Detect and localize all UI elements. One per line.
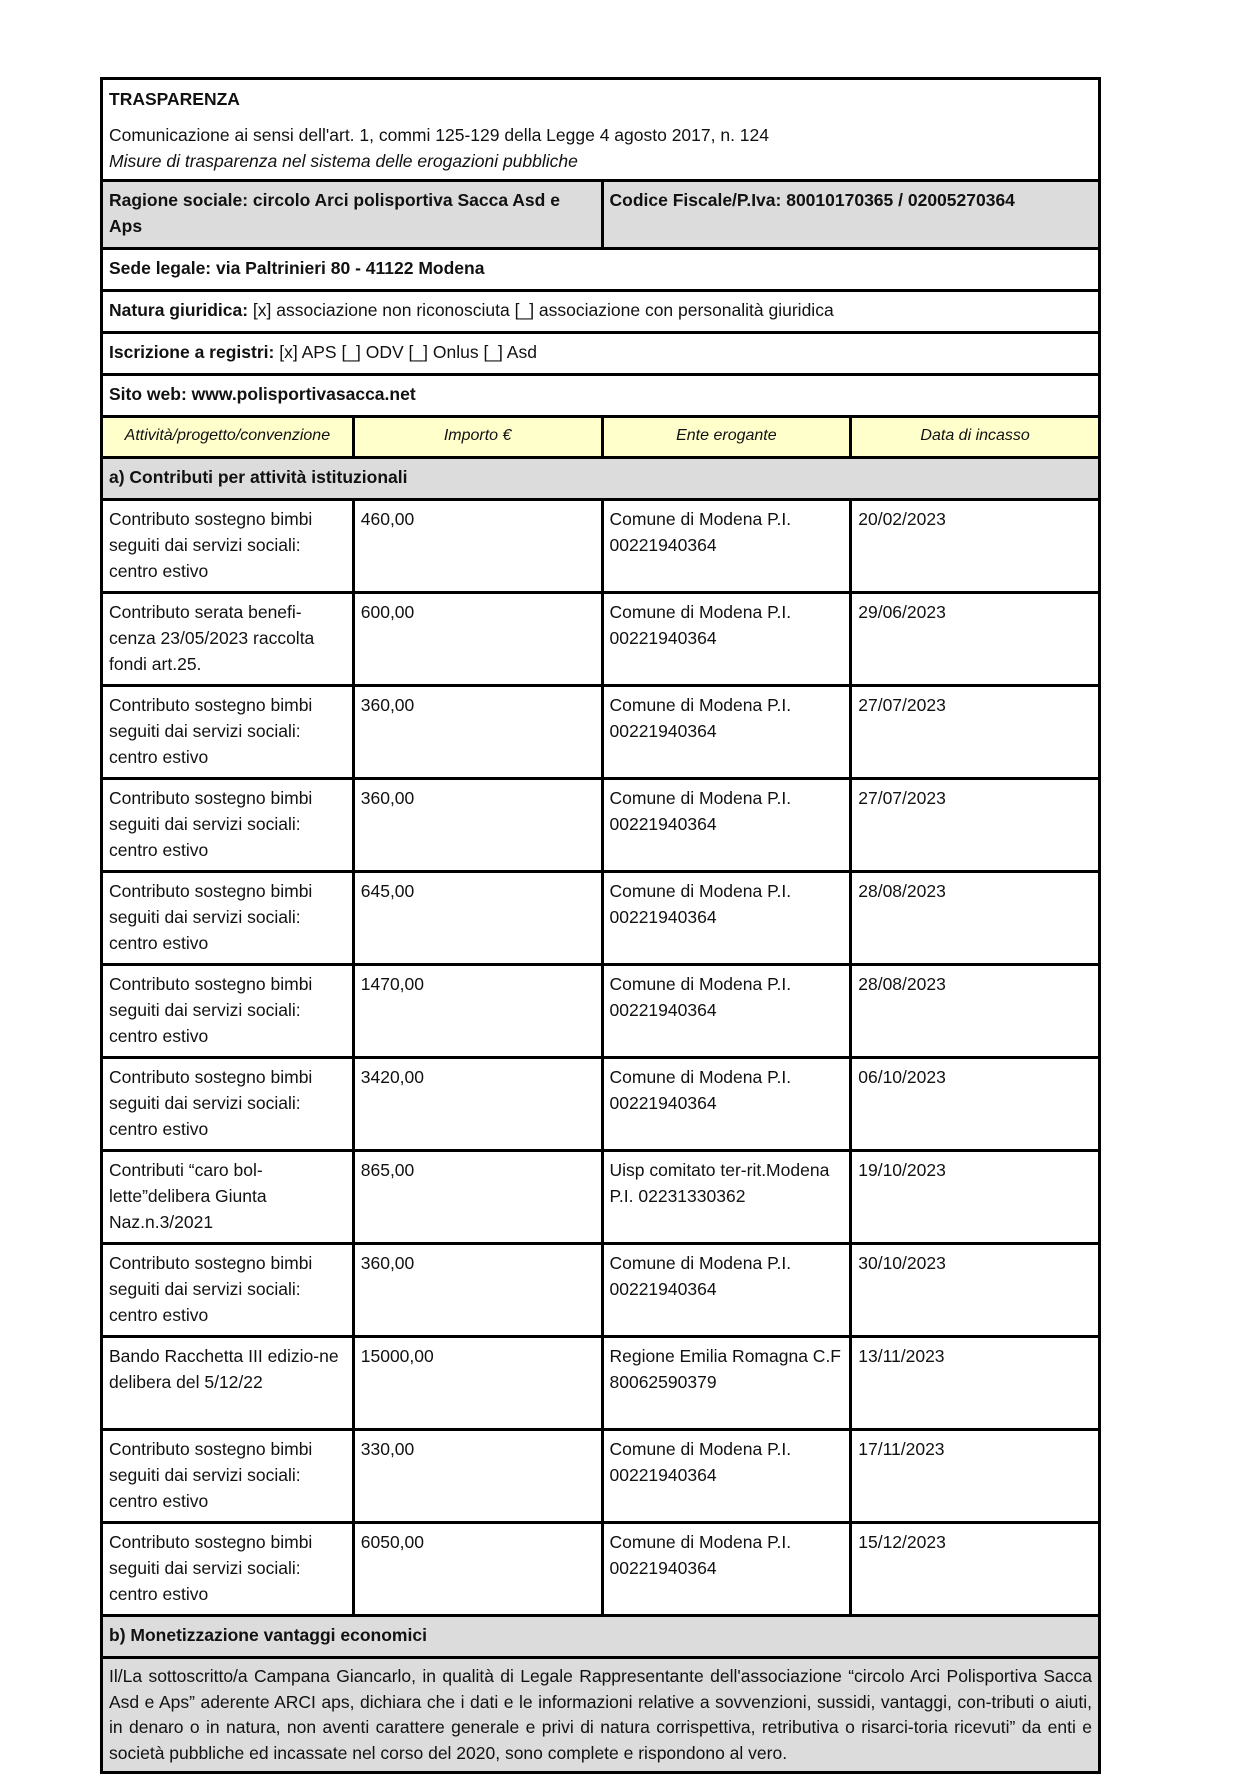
ragione-sociale: Ragione sociale: circolo Arci polisportiva Sacca Asd e Aps [109, 190, 560, 236]
cell-attivita: Contributo serata benefi-cenza 23/05/2023 raccolta fondi art.25. [109, 602, 315, 674]
cell-data: 06/10/2023 [849, 1059, 1098, 1149]
subtitle-text: Misure di trasparenza nel sistema delle erogazioni pubbliche [109, 151, 578, 171]
section-a-title: a) Contributi per attività istituzionali [109, 467, 408, 487]
cell-attivita: Contributo sostegno bimbi seguiti dai servizi sociali: centro estivo [109, 974, 313, 1046]
communication-text: Comunicazione ai sensi dell'art. 1, commi 125-129 della Legge 4 agosto 2017, n. 124 [109, 125, 770, 145]
cell-attivita: Contributi “caro bol-lette”delibera Giunta Naz.n.3/2021 [109, 1160, 267, 1232]
iscrizione-row [103, 331, 1098, 373]
table-row [103, 1428, 1098, 1521]
section-b-title: b) Monetizzazione vantaggi economici [109, 1625, 427, 1645]
cell-attivita: Contributo sostegno bimbi seguiti dai servizi sociali: centro estivo [109, 881, 313, 953]
cell-importo: 645,00 [352, 873, 601, 963]
sito-row [103, 373, 1098, 415]
declaration-text: Il/La sottoscritto/a Campana Giancarlo, in qualità di Legale Rappresentante dell'associazione “circolo Arci Polisportiva Sacca Asd e Aps” aderente ARCI aps, dichiara che i dati e le informazioni relative a sovvenzioni, sussidi, vantaggi, con-tributi o aiuti, in denaro o in natura, non aventi carattere generale e privi di natura corrispettiva, retributiva o risarci-toria ricevuti” da enti e società pubbliche ed incassate nel corso del 2020, sono complete e rispondono al vero. [109, 1666, 1092, 1763]
table-row [103, 1242, 1098, 1335]
cell-ente: Comune di Modena P.I. 00221940364 [601, 1245, 850, 1335]
table-row [103, 963, 1098, 1056]
table-row [103, 1056, 1098, 1149]
cell-data: 29/06/2023 [849, 594, 1098, 684]
cell-data: 19/10/2023 [849, 1152, 1098, 1242]
cell-attivita: Contributo sostegno bimbi seguiti dai servizi sociali: centro estivo [109, 788, 313, 860]
cell-data: 17/11/2023 [849, 1431, 1098, 1521]
iscrizione-value: [x] APS [_] ODV [_] Onlus [_] Asd [274, 342, 537, 362]
table-row [103, 591, 1098, 684]
cell-importo: 6050,00 [352, 1524, 601, 1614]
cell-attivita: Contributo sostegno bimbi seguiti dai servizi sociali: centro estivo [109, 1439, 313, 1511]
table-row [103, 684, 1098, 777]
cell-attivita: Contributo sostegno bimbi seguiti dai servizi sociali: centro estivo [109, 1253, 313, 1325]
cell-ente: Comune di Modena P.I. 00221940364 [601, 780, 850, 870]
cell-data: 13/11/2023 [849, 1338, 1098, 1428]
cell-importo: 865,00 [352, 1152, 601, 1242]
table-row [103, 1521, 1098, 1614]
sede-row [103, 247, 1098, 289]
cell-importo: 360,00 [352, 1245, 601, 1335]
iscrizione-label: Iscrizione a registri: [109, 342, 275, 362]
column-header-ente: Ente erogante [601, 418, 850, 456]
sede-legale: Sede legale: via Paltrinieri 80 - 41122 Modena [109, 258, 485, 278]
cell-importo: 600,00 [352, 594, 601, 684]
cell-importo: 360,00 [352, 780, 601, 870]
natura-row [103, 289, 1098, 331]
cell-ente: Comune di Modena P.I. 00221940364 [601, 594, 850, 684]
cell-data: 27/07/2023 [849, 780, 1098, 870]
cell-attivita: Contributo sostegno bimbi seguiti dai servizi sociali: centro estivo [109, 509, 313, 581]
cell-importo: 3420,00 [352, 1059, 601, 1149]
cell-importo: 460,00 [352, 501, 601, 591]
cell-ente: Comune di Modena P.I. 00221940364 [601, 966, 850, 1056]
cell-importo: 1470,00 [352, 966, 601, 1056]
column-header-importo: Importo € [352, 418, 601, 456]
cell-data: 30/10/2023 [849, 1245, 1098, 1335]
transparency-table [100, 77, 1101, 1774]
title-block [103, 80, 1098, 179]
cell-attivita: Bando Racchetta III edizio-ne delibera del 5/12/22 [109, 1346, 339, 1392]
section-a-row [103, 456, 1098, 498]
table-row [103, 870, 1098, 963]
title-cell [103, 80, 1098, 179]
table-row [103, 498, 1098, 591]
cell-importo: 360,00 [352, 687, 601, 777]
natura-label: Natura giuridica: [109, 300, 249, 320]
cell-data: 20/02/2023 [849, 501, 1098, 591]
cell-ente: Comune di Modena P.I. 00221940364 [601, 1059, 850, 1149]
column-header-attivita: Attività/progetto/convenzione [124, 427, 331, 444]
sito-web: Sito web: www.polisportivasacca.net [109, 384, 416, 404]
cell-data: 15/12/2023 [849, 1524, 1098, 1614]
entity-id-row [103, 179, 1098, 247]
cell-attivita: Contributo sostegno bimbi seguiti dai servizi sociali: centro estivo [109, 1067, 313, 1139]
cell-attivita: Contributo sostegno bimbi seguiti dai servizi sociali: centro estivo [109, 1532, 313, 1604]
document-title: TRASPARENZA [109, 89, 240, 109]
cell-importo: 330,00 [352, 1431, 601, 1521]
cell-ente: Uisp comitato ter-rit.Modena P.I. 02231330362 [601, 1152, 850, 1242]
column-header-data: Data di incasso [849, 418, 1098, 456]
column-header-row [103, 415, 1098, 456]
cell-data: 27/07/2023 [849, 687, 1098, 777]
cell-attivita: Contributo sostegno bimbi seguiti dai servizi sociali: centro estivo [109, 695, 313, 767]
iscrizione-registri [103, 334, 1098, 373]
table-row [103, 777, 1098, 870]
cell-ente: Regione Emilia Romagna C.F 80062590379 [601, 1338, 850, 1428]
cell-data: 28/08/2023 [849, 873, 1098, 963]
table-row [103, 1149, 1098, 1242]
cell-ente: Comune di Modena P.I. 00221940364 [601, 687, 850, 777]
cell-ente: Comune di Modena P.I. 00221940364 [601, 1524, 850, 1614]
section-b-row [103, 1614, 1098, 1656]
codice-fiscale: Codice Fiscale/P.Iva: 80010170365 / 02005270364 [601, 182, 1099, 247]
natura-value: [x] associazione non riconosciuta [_] associazione con personalità giuridica [248, 300, 834, 320]
cell-ente: Comune di Modena P.I. 00221940364 [601, 501, 850, 591]
cell-importo: 15000,00 [352, 1338, 601, 1428]
cell-ente: Comune di Modena P.I. 00221940364 [601, 873, 850, 963]
natura-giuridica [103, 292, 1098, 331]
cell-ente: Comune di Modena P.I. 00221940364 [601, 1431, 850, 1521]
table-row [103, 1335, 1098, 1428]
cell-data: 28/08/2023 [849, 966, 1098, 1056]
